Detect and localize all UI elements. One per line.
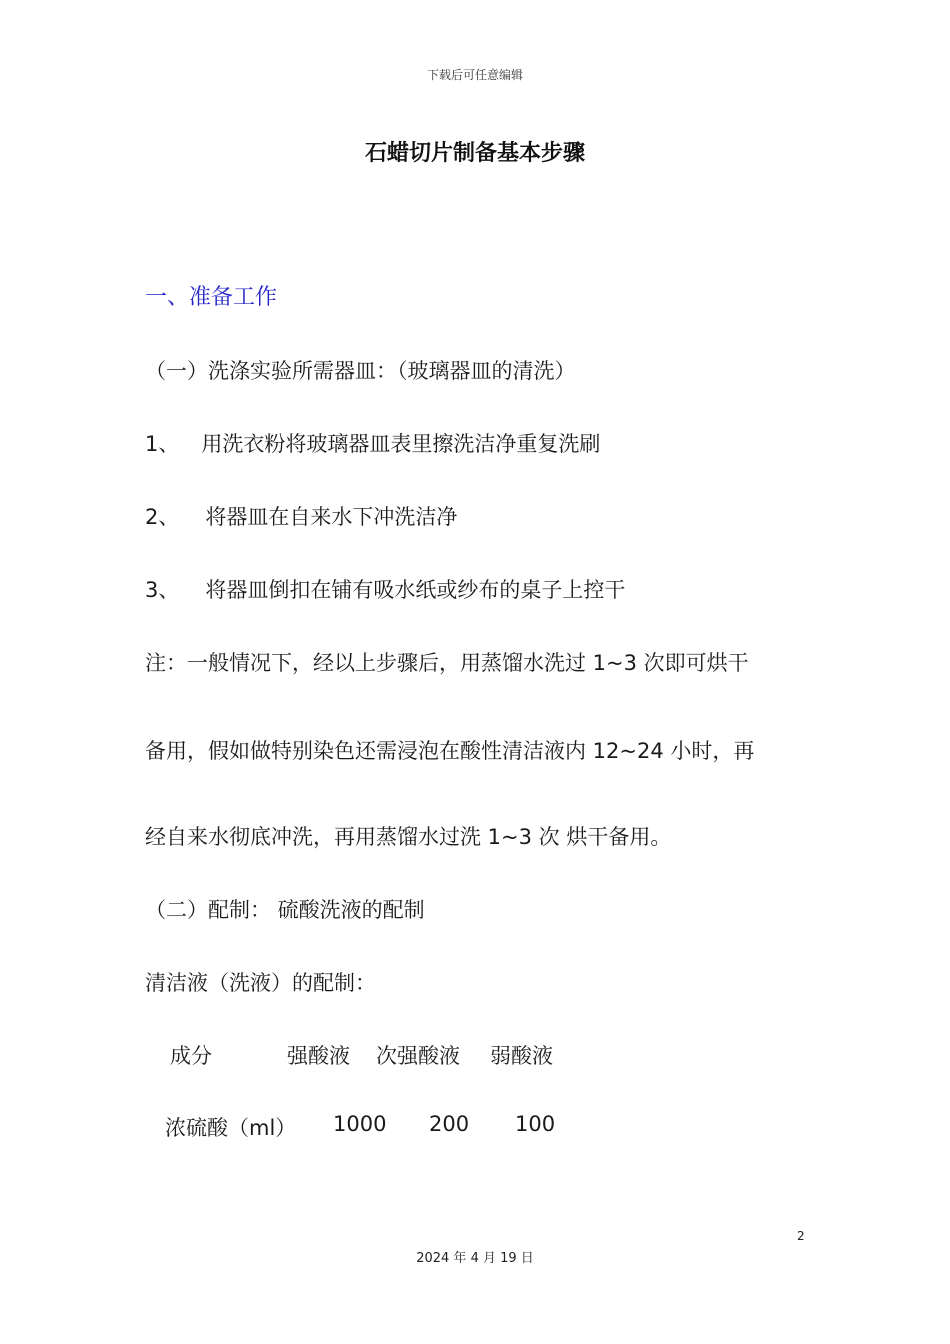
subsection-washing: （一）洗涤实验所需器皿：（玻璃器皿的清洗） (145, 359, 576, 383)
step-number: 1、 (145, 432, 180, 456)
section-heading-preparation: 一、准备工作 (145, 285, 278, 310)
page-number: 2 (797, 1229, 805, 1243)
table-cell-ingredient: 浓硫酸（ml） (165, 1116, 297, 1140)
footer-date: 2024 年 4 月 19 日 (416, 1251, 534, 1266)
note-line-3: 经自来水彻底冲洗，再用蒸馏水过洗 1~3 次 烘干备用。 (145, 825, 672, 849)
step-2 (145, 501, 457, 531)
table-cell-medium-value: 200 (429, 1112, 470, 1136)
step-text: 用洗衣粉将玻璃器皿表里擦洗洁净重复洗刷 (201, 432, 601, 456)
step-number: 2、 (145, 505, 180, 529)
step-number: 3、 (145, 578, 180, 602)
table-header-strong-acid: 强酸液 (287, 1044, 350, 1068)
note-line-2: 备用，假如做特别染色还需浸泡在酸性清洁液内 12~24 小时，再 (145, 739, 755, 763)
document-title: 石蜡切片制备基本步骤 (364, 141, 585, 166)
step-3 (145, 574, 625, 604)
table-header-weak-acid: 弱酸液 (490, 1044, 553, 1068)
table-cell-weak-value: 100 (515, 1112, 556, 1136)
header-note: 下载后可任意编辑 (426, 68, 523, 82)
cleaning-solution-label: 清洁液（洗液）的配制： (145, 971, 376, 995)
step-text: 将器皿在自来水下冲洗洁净 (205, 505, 458, 529)
note-line-1: 注：一般情况下，经以上步骤后，用蒸馏水洗过 1~3 次即可烘干 (145, 651, 749, 675)
step-1 (145, 428, 600, 458)
subsection-preparation: （二）配制： 硫酸洗液的配制 (145, 898, 425, 922)
table-header-component: 成分 (170, 1044, 212, 1068)
table-cell-strong-value: 1000 (333, 1112, 387, 1136)
table-header-medium-acid: 次强酸液 (376, 1044, 460, 1068)
step-text: 将器皿倒扣在铺有吸水纸或纱布的桌子上控干 (205, 578, 626, 602)
